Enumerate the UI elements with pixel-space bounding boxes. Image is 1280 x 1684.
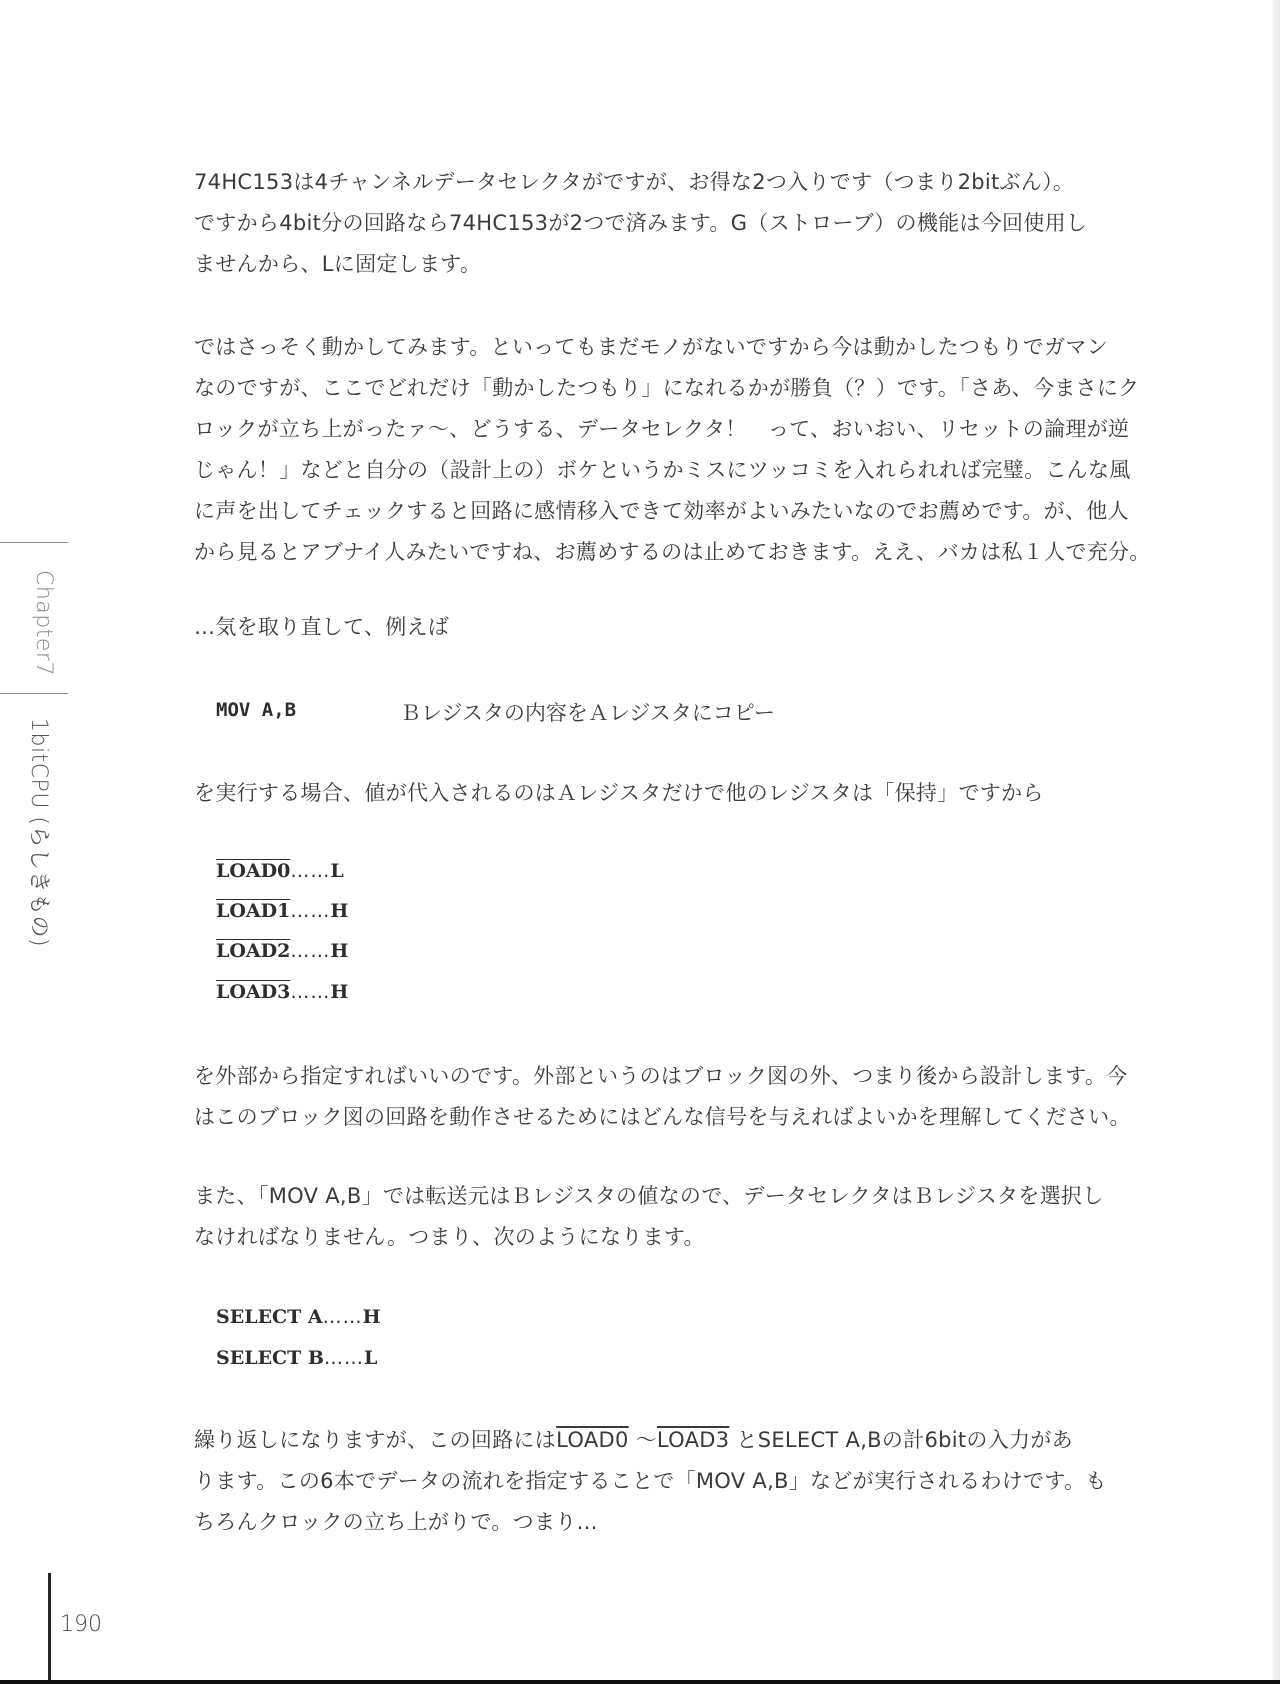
text-line: ませんから、Lに固定します。 (194, 252, 482, 276)
instruction-code: MOV A,B (216, 699, 297, 721)
text-line: はこのブロック図の回路を動作させるためにはどんな信号を与えればよいかを理解してください。 (194, 1105, 1131, 1129)
page-number: 190 (60, 1612, 102, 1637)
load3-overline: LOAD3 (656, 1428, 730, 1452)
text-fragment: ～ (628, 1428, 657, 1452)
load-signal-0 (216, 860, 344, 882)
text-line: ですから4bit分の回路なら74HC153が2つで済みます。G（ストローブ）の機能は今回使用し (194, 211, 1088, 235)
text-fragment: 繰り返しになりますが、この回路には (194, 1428, 557, 1452)
signal-name: LOAD2 (216, 940, 291, 962)
sidebar-title: 1bitCPU (らしきもの) (26, 718, 51, 948)
text-line: に声を出してチェックすると回路に感情移入できて効率がよいみたいなのでお薦めです。が、他人 (194, 499, 1129, 523)
signal-value: H (330, 900, 349, 922)
signal-value: L (330, 860, 344, 882)
text-line: なのですが、ここでどれだけ「動かしたつもり」になれるかが勝負（？）です。「さあ、今まさにク (194, 376, 1140, 400)
signal-dots: …… (290, 860, 331, 882)
signal-dots: …… (323, 1347, 364, 1369)
text-line: ロックが立ち上がったァ〜、どうする、データセレクタ！ って、おいおい、リセットの論理が逆 (194, 417, 1130, 441)
paragraph-1 (194, 162, 1144, 285)
page-bottom-edge (0, 1680, 1280, 1684)
sidebar-rule-middle (0, 693, 68, 694)
load-signal-2 (216, 940, 348, 962)
text-line: を実行する場合、値が代入されるのはＡレジスタだけで他のレジスタは「保持」ですから (194, 781, 1044, 805)
paragraph-2 (194, 327, 1151, 573)
signal-dots: …… (322, 1306, 363, 1328)
signal-dots: …… (290, 900, 331, 922)
load-signal-1 (216, 900, 348, 922)
page-edge-shadow (1273, 0, 1280, 1684)
text-line: を外部から指定すればいいのです。外部というのはブロック図の外、つまり後から設計します。今 (194, 1064, 1128, 1088)
select-signal-a (216, 1306, 381, 1328)
select-signal-b (216, 1347, 377, 1369)
load-signal-3 (216, 981, 348, 1003)
text-line: …気を取り直して、例えば (194, 615, 450, 639)
signal-name: LOAD3 (216, 981, 291, 1003)
signal-name: LOAD0 (216, 860, 291, 882)
paragraph-3 (194, 607, 1144, 648)
text-line (194, 1420, 1144, 1461)
sidebar-chapter: Chapter7 (31, 570, 56, 676)
instruction-description: Ｂレジスタの内容をＡレジスタにコピー (400, 701, 775, 725)
signal-value: H (362, 1306, 381, 1328)
text-line: じゃん！」などと自分の（設計上の）ボケというかミスにツッコミを入れられれば完璧。こんな風 (194, 458, 1131, 482)
sidebar-rule-top (0, 542, 68, 543)
text-line: 74HC153は4チャンネルデータセレクタがですが、お得な2つ入りです（つまり2bitぶん）。 (194, 170, 1075, 194)
paragraph-7 (194, 1420, 1144, 1543)
text-line: ではさっそく動かしてみます。といってもまだモノがないですから今は動かしたつもりでガマン (194, 335, 1109, 359)
text-line: ちろんクロックの立ち上がりで。つまり… (194, 1510, 598, 1534)
signal-dots: …… (290, 981, 331, 1003)
signal-value: L (363, 1347, 378, 1369)
text-line: また、「MOV A,B」では転送元はＢレジスタの値なので、データセレクタはＢレジスタを選択し (194, 1184, 1104, 1208)
signal-name: LOAD1 (216, 900, 291, 922)
signal-name: SELECT B (216, 1347, 324, 1369)
paragraph-4 (194, 773, 1144, 814)
text-line: ります。この6本でデータの流れを指定することで「MOV A,B」などが実行されるわけです。も (194, 1469, 1107, 1493)
paragraph-5 (194, 1056, 1144, 1138)
text-line: なければなりません。つまり、次のようになります。 (194, 1225, 705, 1249)
paragraph-6 (194, 1176, 1144, 1258)
load0-overline: LOAD0 (556, 1428, 629, 1452)
signal-name: SELECT A (216, 1306, 323, 1328)
signal-value: H (330, 940, 349, 962)
page-number-bar (48, 1573, 51, 1684)
signal-value: H (330, 981, 349, 1003)
text-line: から見るとアブナイ人みたいですね、お薦めするのは止めておきます。ええ、バカは私１人で充分。 (194, 540, 1151, 564)
text-fragment: とSELECT A,Bの計6bitの入力があ (729, 1428, 1073, 1452)
signal-dots: …… (290, 940, 331, 962)
